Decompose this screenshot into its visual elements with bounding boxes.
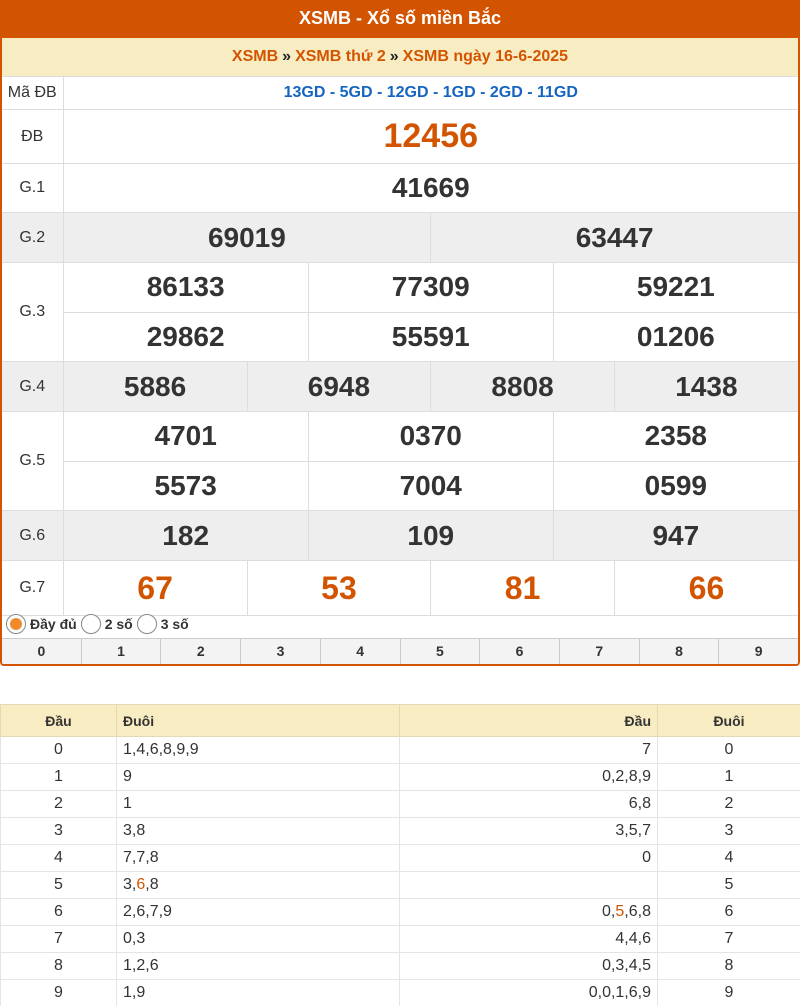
g3-number: 29862 (64, 312, 309, 361)
tail-column-header: Đuôi (117, 705, 400, 737)
code-label: Mã ĐB (2, 77, 63, 110)
tail-values: 1 (117, 791, 400, 818)
code-row (2, 77, 798, 110)
g5-number: 5573 (64, 461, 309, 510)
tail-digit: 1 (658, 764, 800, 791)
prize-label: G.6 (2, 511, 63, 561)
g2-number: 69019 (64, 213, 431, 262)
g5-number: 2358 (644, 420, 707, 452)
loto-row (1, 899, 800, 926)
radio-full[interactable] (6, 614, 26, 634)
g4-number: 8808 (431, 362, 615, 411)
g3-number: 77309 (308, 263, 553, 312)
head-digit: 6 (1, 899, 117, 926)
head-digit: 2 (1, 791, 117, 818)
prize-label: G.5 (2, 412, 63, 511)
loto-row (1, 872, 800, 899)
highlight-digit: 6 (136, 876, 146, 893)
head-values: 6,8 (400, 791, 658, 818)
g4-row (2, 362, 798, 412)
head-values (400, 872, 658, 899)
g7-number: 67 (64, 561, 248, 615)
g3-number: 59221 (636, 271, 715, 303)
tail-digit: 7 (658, 926, 800, 953)
tail-values: 3,8 (117, 818, 400, 845)
g7-number: 66 (688, 569, 725, 606)
g5-number: 7004 (308, 461, 553, 510)
digit-button[interactable]: 6 (480, 639, 560, 664)
loto-row (1, 791, 800, 818)
radio-2-digits[interactable] (81, 614, 101, 634)
g5-row (2, 412, 798, 511)
loto-body (1, 737, 800, 1006)
head-values: 3,5,7 (400, 818, 658, 845)
head-digit: 9 (1, 980, 117, 1006)
breadcrumb-separator: » (282, 48, 292, 65)
g3-number: 55591 (308, 312, 553, 361)
g4-number: 6948 (247, 362, 431, 411)
head-column-header: Đầu (400, 705, 658, 737)
g5-number: 0370 (308, 412, 553, 461)
digit-filter-bar (2, 638, 798, 664)
tail-digit: 8 (658, 953, 800, 980)
prize-label: G.1 (2, 164, 63, 213)
g4-number: 1438 (614, 362, 798, 411)
head-values: 4,4,6 (400, 926, 658, 953)
head-values: 0,3,4,5 (400, 953, 658, 980)
loto-row (1, 737, 800, 764)
tail-values: 9 (117, 764, 400, 791)
g4-number: 5886 (64, 362, 248, 411)
loto-row (1, 926, 800, 953)
tail-column-header: Đuôi (658, 705, 800, 737)
g7-number: 53 (247, 561, 431, 615)
special-prize-number: 12456 (63, 110, 798, 164)
head-digit: 3 (1, 818, 117, 845)
breadcrumb-date-link[interactable]: XSMB ngày 16-6-2025 (402, 48, 569, 65)
tail-digit: 9 (658, 980, 800, 1006)
tail-digit: 5 (658, 872, 800, 899)
g2-row (2, 213, 798, 263)
special-codes: 13GD - 5GD - 12GD - 1GD - 2GD - 11GD (63, 77, 798, 110)
head-column-header: Đầu (1, 705, 117, 737)
loto-row (1, 818, 800, 845)
g3-number: 86133 (64, 263, 309, 312)
head-values: 7 (400, 737, 658, 764)
g1-row (2, 164, 798, 213)
tail-values: 1,9 (117, 980, 400, 1006)
digit-button[interactable]: 8 (640, 639, 720, 664)
g5-number: 0599 (553, 461, 798, 510)
loto-row (1, 953, 800, 980)
tail-digit: 4 (658, 845, 800, 872)
breadcrumb-xsmb-link[interactable]: XSMB (231, 48, 279, 65)
loto-row (1, 764, 800, 791)
tail-values: 2,6,7,9 (117, 899, 400, 926)
prize-label: ĐB (2, 110, 63, 164)
g5-number: 4701 (64, 412, 309, 461)
digit-button[interactable]: 0 (2, 639, 82, 664)
head-values: 0,2,8,9 (400, 764, 658, 791)
radio-label[interactable]: Đầy đủ (30, 616, 77, 632)
prize-table (2, 76, 798, 616)
g7-row (2, 561, 798, 616)
g2-number: 63447 (431, 213, 798, 262)
breadcrumb-separator: » (389, 48, 399, 65)
g6-number: 109 (308, 511, 553, 560)
digit-button[interactable]: 1 (82, 639, 162, 664)
radio-label[interactable]: 3 số (160, 616, 189, 632)
tail-digit: 6 (658, 899, 800, 926)
digit-button[interactable]: 2 (161, 639, 241, 664)
tail-values: 7,7,8 (117, 845, 400, 872)
tail-values: 1,2,6 (117, 953, 400, 980)
head-digit: 8 (1, 953, 117, 980)
radio-label[interactable]: 2 số (104, 616, 133, 632)
g6-number: 182 (64, 511, 309, 560)
breadcrumb (2, 38, 798, 76)
tail-digit: 2 (658, 791, 800, 818)
special-prize-row (2, 110, 798, 164)
tail-values: 1,4,6,8,9,9 (117, 737, 400, 764)
breadcrumb-monday-link[interactable]: XSMB thứ 2 (295, 48, 386, 65)
digit-button[interactable]: 4 (321, 639, 401, 664)
prize-label: G.4 (2, 362, 63, 412)
radio-3-digits[interactable] (137, 614, 157, 634)
head-digit: 7 (1, 926, 117, 953)
g7-number: 81 (431, 561, 615, 615)
g3-number: 01206 (553, 312, 798, 361)
highlight-digit: 5 (615, 903, 625, 920)
head-digit: 4 (1, 845, 117, 872)
digit-button[interactable]: 3 (241, 639, 321, 664)
head-values: 0 (400, 845, 658, 872)
tail-values: 3,6,8 (117, 872, 400, 899)
loto-table (0, 704, 800, 1006)
head-digit: 1 (1, 764, 117, 791)
digit-button[interactable]: 9 (719, 639, 798, 664)
head-values: 0,5,6,8 (400, 899, 658, 926)
g6-number: 947 (553, 511, 798, 560)
page-title: XSMB - Xổ số miền Bắc (0, 0, 800, 38)
g1-number: 41669 (63, 164, 798, 213)
head-digit: 0 (1, 737, 117, 764)
g3-row (2, 263, 798, 362)
digit-button[interactable]: 7 (560, 639, 640, 664)
digit-button[interactable]: 5 (401, 639, 481, 664)
prize-label: G.3 (2, 263, 63, 362)
tail-digit: 3 (658, 818, 800, 845)
loto-row (1, 980, 800, 1006)
head-digit: 5 (1, 872, 117, 899)
tail-digit: 0 (658, 737, 800, 764)
prize-label: G.2 (2, 213, 63, 263)
prize-label: G.7 (2, 561, 63, 616)
loto-row (1, 845, 800, 872)
display-filter (2, 610, 798, 638)
tail-values: 0,3 (117, 926, 400, 953)
g6-row (2, 511, 798, 561)
head-values: 0,0,1,6,9 (400, 980, 658, 1006)
